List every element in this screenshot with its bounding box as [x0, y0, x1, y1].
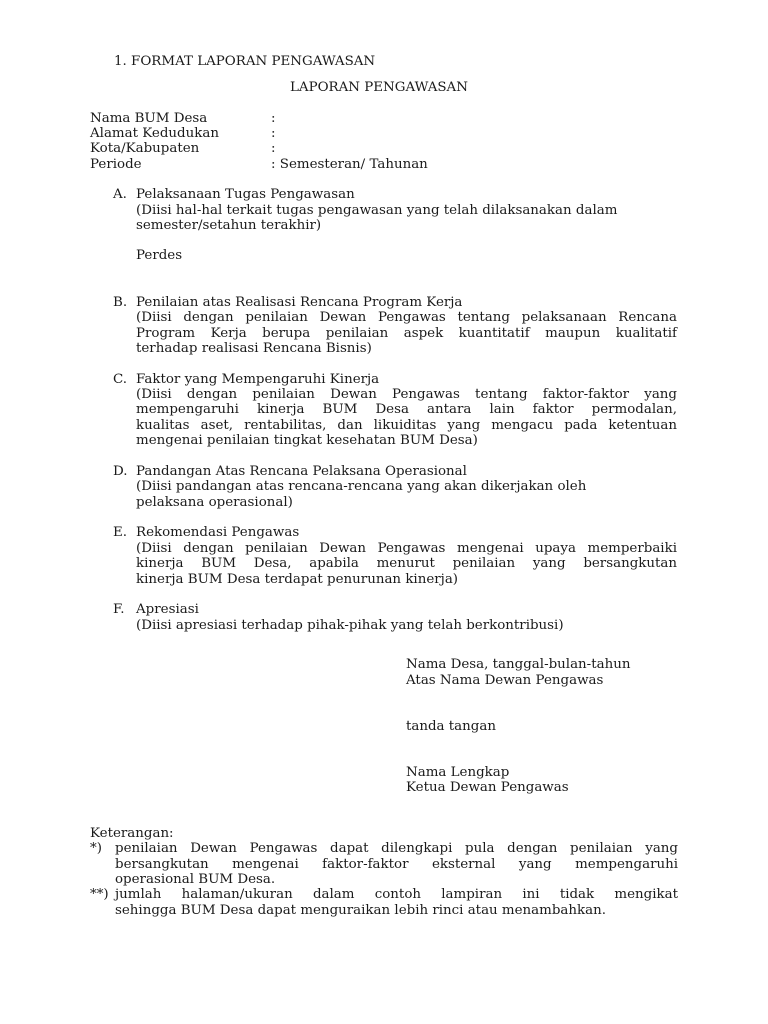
document-title: LAPORAN PENGAWASAN [290, 80, 468, 95]
signature-on-behalf: Atas Nama Dewan Pengawas [406, 673, 604, 688]
note-marker: **) [90, 887, 109, 902]
section-a-note: Perdes [136, 248, 183, 263]
note-line: sehingga BUM Desa dapat menguraikan lebih rinci atau menambahkan. [115, 903, 607, 918]
field-label-alamat-kedudukan: Alamat Kedudukan [90, 126, 219, 141]
section-e-title: Rekomendasi Pengawas [136, 525, 300, 540]
note-line: jumlah halaman/ukuran dalam contoh lampiran ini tidak mengikat [115, 887, 678, 902]
note-line: penilaian Dewan Pengawas dapat dilengkapi pula dengan penilaian yang [115, 841, 678, 856]
section-d-letter: D. [113, 464, 128, 479]
section-a-line: semester/setahun terakhir) [136, 218, 322, 233]
section-e-line: kinerja BUM Desa terdapat penurunan kinerja) [136, 572, 459, 587]
section-f-title: Apresiasi [136, 602, 199, 617]
field-value-alamat-kedudukan: : [271, 126, 276, 141]
field-label-nama-bum-desa: Nama BUM Desa [90, 111, 208, 126]
section-e-letter: E. [113, 525, 128, 540]
notes-title: Keterangan: [90, 826, 174, 841]
section-a-line: (Diisi hal-hal terkait tugas pengawasan yang telah dilaksanakan dalam [136, 203, 618, 218]
field-label-kota-kabupaten: Kota/Kabupaten [90, 141, 200, 156]
signature-sign-placeholder: tanda tangan [406, 719, 496, 734]
field-value-kota-kabupaten: : [271, 141, 276, 156]
section-b-title: Penilaian atas Realisasi Rencana Program Kerja [136, 295, 463, 310]
note-line: operasional BUM Desa. [115, 872, 276, 887]
signature-place-date: Nama Desa, tanggal-bulan-tahun [406, 657, 631, 672]
section-b-line: Program Kerja berupa penilaian aspek kuantitatif maupun kualitatif [136, 326, 677, 341]
section-c-line: kualitas aset, rentabilitas, dan likuiditas yang mengacu pada ketentuan [136, 418, 677, 433]
section-c-line: (Diisi dengan penilaian Dewan Pengawas tentang faktor-faktor yang [136, 387, 677, 402]
field-value-periode: : Semesteran/ Tahunan [271, 157, 428, 172]
section-d-line: (Diisi pandangan atas rencana-rencana yang akan dikerjakan oleh [136, 479, 587, 494]
section-c-line: mengenai penilaian tingkat kesehatan BUM Desa) [136, 433, 478, 448]
section-c-line: mempengaruhi kinerja BUM Desa antara lain faktor permodalan, [136, 402, 677, 417]
note-line: bersangkutan mengenai faktor-faktor eksternal yang mempengaruhi [115, 857, 678, 872]
section-c-title: Faktor yang Mempengaruhi Kinerja [136, 372, 380, 387]
section-a-title: Pelaksanaan Tugas Pengawasan [136, 187, 355, 202]
section-heading: 1. FORMAT LAPORAN PENGAWASAN [114, 54, 376, 69]
section-a-letter: A. [113, 187, 127, 202]
section-e-line: kinerja BUM Desa, apabila menurut penilaian yang bersangkutan [136, 556, 677, 571]
field-label-periode: Periode [90, 157, 142, 172]
field-value-nama-bum-desa: : [271, 111, 276, 126]
section-d-line: pelaksana operasional) [136, 495, 293, 510]
section-e-line: (Diisi dengan penilaian Dewan Pengawas mengenai upaya memperbaiki [136, 541, 677, 556]
section-b-letter: B. [113, 295, 128, 310]
section-b-line: (Diisi dengan penilaian Dewan Pengawas tentang pelaksanaan Rencana [136, 310, 677, 325]
note-marker: *) [90, 841, 102, 856]
section-c-letter: C. [113, 372, 128, 387]
section-b-line: terhadap realisasi Rencana Bisnis) [136, 341, 372, 356]
section-f-line: (Diisi apresiasi terhadap pihak-pihak yang telah berkontribusi) [136, 618, 564, 633]
section-d-title: Pandangan Atas Rencana Pelaksana Operasional [136, 464, 467, 479]
section-f-letter: F. [113, 602, 125, 617]
signature-full-name: Nama Lengkap [406, 765, 510, 780]
signature-position: Ketua Dewan Pengawas [406, 780, 569, 795]
